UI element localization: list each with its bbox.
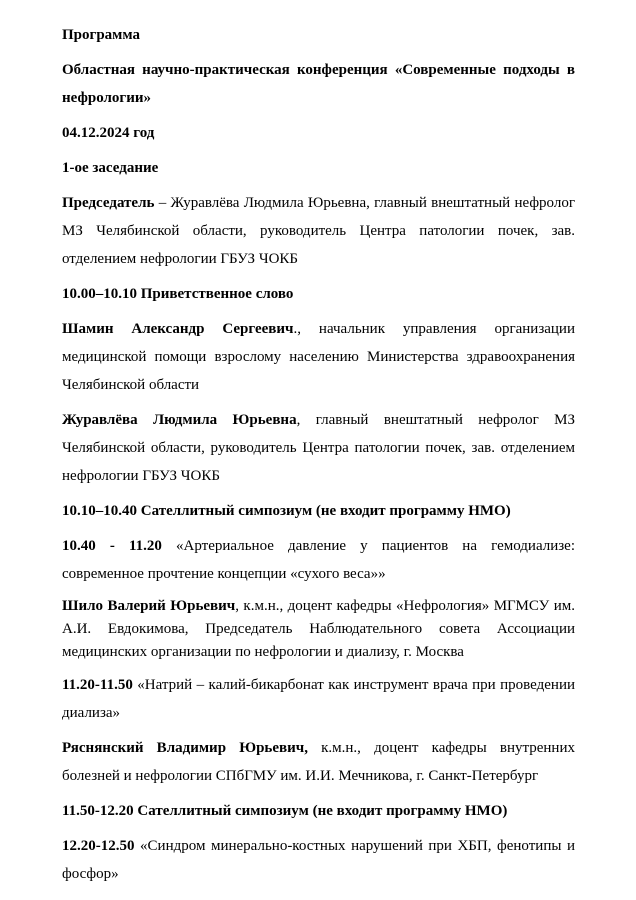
text-run: к.м.н., доцент кафедры внутренних болезней и нефрологии СПбГМУ им. И.И. Мечникова, г. Санкт-Петербург [62, 740, 575, 784]
text-run: 11.50-12.20 Сателлитный симпозиум (не входит программу НМО) [62, 803, 508, 819]
paragraph-slot-lecture-blood-pressure [62, 532, 575, 588]
paragraph-chairman-paragraph [62, 189, 575, 273]
text-run: 10.00–10.10 Приветственное слово [62, 286, 294, 302]
text-run: 1-ое заседание [62, 160, 159, 176]
paragraph-speaker-zhuravleva [62, 406, 575, 490]
text-run: 11.20-11.50 [62, 677, 133, 693]
text-run: 10.10–10.40 Сателлитный симпозиум (не входит программу НМО) [62, 503, 511, 519]
text-run: , к.м.н., доцент кафедры «Нефрология» МГМСУ им. А.И. Евдокимова, Председатель Наблюдательного совета Ассоциации медицинских организации по нефрологии и диализу, г. Москва [62, 598, 575, 660]
text-run: Ряснянский Владимир Юрьевич, [62, 740, 308, 756]
text-run: Председатель [62, 195, 155, 211]
text-run: Журавлёва Людмила Юрьевна [62, 412, 297, 428]
paragraph-slot-lecture-mineral-bone [62, 832, 575, 888]
text-run: Шамин Александр Сергеевич [62, 321, 294, 337]
text-run: «Синдром минерально-костных нарушений при ХБП, фенотипы и фосфор» [62, 838, 575, 882]
paragraph-speaker-shamin [62, 315, 575, 399]
text-run: 10.40 - 11.20 [62, 538, 162, 554]
text-run: 04.12.2024 год [62, 125, 155, 141]
paragraph-program-title [62, 21, 575, 49]
text-run: «Артериальное давление у пациентов на гемодиализе: современное прочтение концепции «сухого веса»» [62, 538, 575, 582]
text-run: Программа [62, 27, 140, 43]
document-body [62, 21, 575, 888]
text-run: , главный внештатный нефролог МЗ Челябинской области, руководитель Центра патологии почек, зав. отделением нефрологии ГБУЗ ЧОКБ [62, 412, 575, 484]
text-run: «Натрий – калий-бикарбонат как инструмент врача при проведении диализа» [62, 677, 575, 721]
paragraph-conference-title [62, 56, 575, 112]
paragraph-speaker-shilo [62, 595, 575, 664]
text-run: Областная научно-практическая конференция «Современные подходы в нефрологии» [62, 62, 575, 106]
paragraph-slot-satellite-2 [62, 797, 575, 825]
paragraph-conference-date [62, 119, 575, 147]
paragraph-session-heading [62, 154, 575, 182]
paragraph-speaker-ryasnyansky [62, 734, 575, 790]
paragraph-slot-lecture-sodium [62, 671, 575, 727]
paragraph-slot-greeting [62, 280, 575, 308]
text-run: Шило Валерий Юрьевич [62, 598, 236, 614]
text-run: ., начальник управления организации медицинской помощи взрослому населению Министерства здравоохранения Челябинской области [62, 321, 575, 393]
text-run: 12.20-12.50 [62, 838, 135, 854]
text-run: – Журавлёва Людмила Юрьевна, главный внештатный нефролог МЗ Челябинской области, руководитель Центра патологии почек, зав. отделением нефрологии ГБУЗ ЧОКБ [62, 195, 575, 267]
paragraph-slot-satellite-1 [62, 497, 575, 525]
